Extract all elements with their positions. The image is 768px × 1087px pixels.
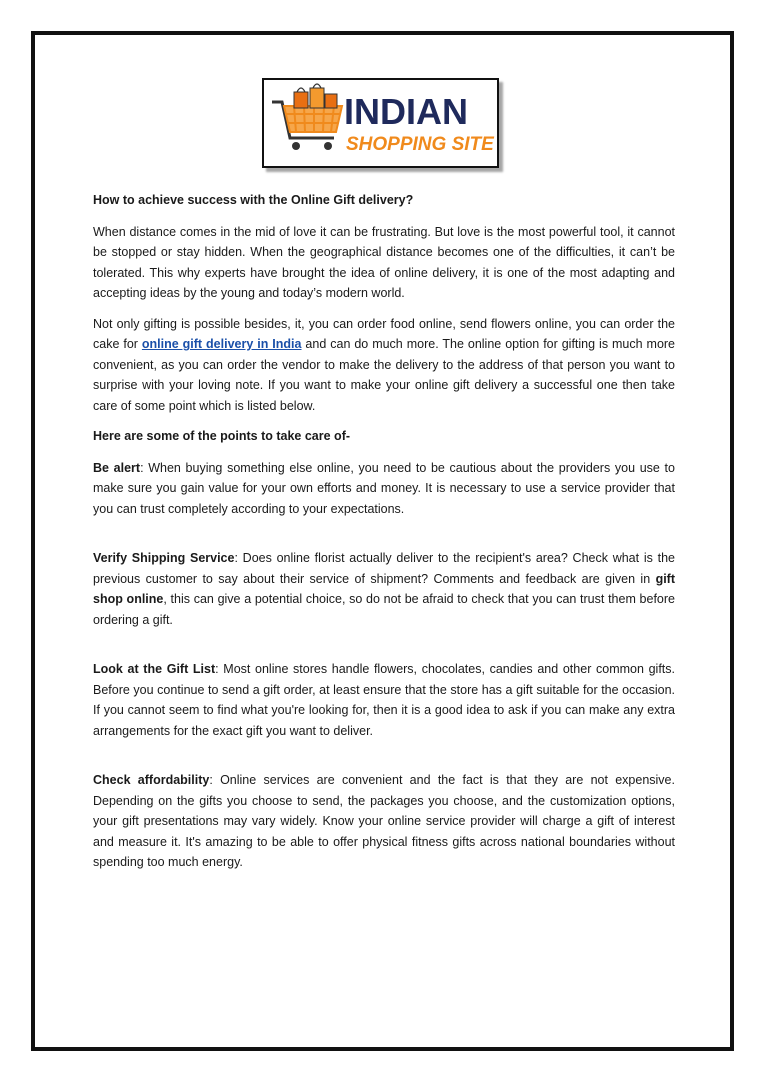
- point-bold-phrase: gift shop online: [93, 571, 675, 606]
- point-be-alert: [93, 458, 675, 520]
- point-verify-shipping: [93, 548, 675, 630]
- gifting-text-a: Not only gifting is possible besides, it, you can order food online, send flowers online, you can order the cake for: [93, 316, 675, 351]
- gifting-text-b: and can do much more. The online option for gifting is much more convenient, as you can order the vendor to make the delivery to the address of that person you want to surprise with your loving note. If you want to make your online gift delivery a successful one then take care of some point which is listed below.: [93, 337, 676, 413]
- logo: [262, 78, 499, 168]
- point-label: Be alert: [93, 460, 141, 475]
- point-label: Look at the Gift List: [93, 662, 216, 676]
- points-heading: Here are some of the points to take care of-: [93, 429, 351, 443]
- point-text: : When buying something else online, you need to be cautious about the providers you use to make sure you gain value for your own efforts and money. It is necessary to use a service provider that you can trust completely according to your expectations.: [93, 460, 675, 516]
- point-text: , this can give a potential choice, so do not be afraid to check that you can trust them before ordering a gift.: [93, 592, 675, 627]
- logo-title: INDIAN: [344, 91, 468, 132]
- article: [93, 190, 675, 883]
- point-text: : Online services are convenient and the fact is that they are not expensive. Depending on the gifts you choose to send, the packages you choose, and the customization options, your gift presentations may vary widely. Know your online service provider will charge a gift of interest and measure it. It's amazing to be able to offer physical fitness gifts across national boundaries without spending too much energy.: [93, 773, 675, 869]
- online-gift-delivery-link[interactable]: online gift delivery in India: [141, 337, 302, 351]
- point-gift-list: [93, 659, 675, 741]
- point-text: : Most online stores handle flowers, chocolates, candies and other common gifts. Before you continue to send a gift order, at least ensure that the store has a gift suitable for the occasion. If you cannot seem to find what you're looking for, then it is a good idea to ask if you can make any extra arrangements for the exact gift you want to deliver.: [93, 662, 676, 738]
- article-title: How to achieve success with the Online Gift delivery?: [93, 193, 414, 207]
- intro-paragraph: When distance comes in the mid of love it can be frustrating. But love is the most powerful tool, it cannot be stopped or stay hidden. When the geographical distance becomes one of the difficulties, it can’t be tolerated. This why experts have brought the idea of online delivery, it is one of the most adapting and accepting ideas by the young and today’s modern world.: [93, 224, 675, 300]
- logo-subtitle: SHOPPING SITE: [346, 134, 494, 155]
- point-text: : Does online florist actually deliver to the recipient's area? Check what is the previous customer to say about their service of shipment? Comments and feedback are given in: [93, 551, 675, 586]
- gifting-paragraph: [93, 314, 675, 417]
- point-affordability: [93, 770, 675, 873]
- point-label: Verify Shipping Service: [93, 551, 235, 565]
- shopping-cart-icon: [264, 80, 497, 166]
- point-label: Check affordability: [93, 773, 210, 787]
